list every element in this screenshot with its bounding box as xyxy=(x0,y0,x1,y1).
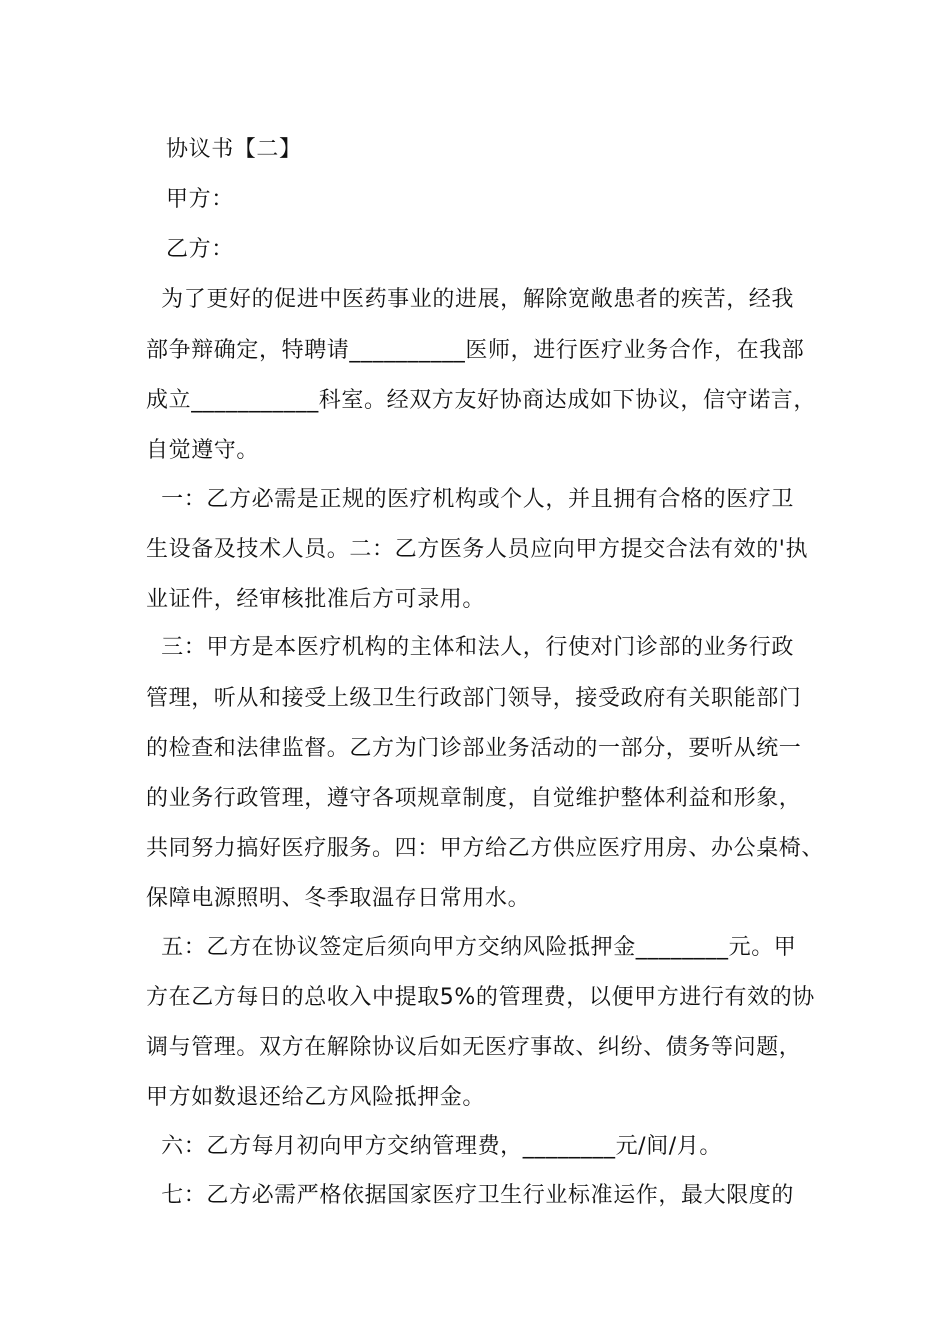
body-line-15: 方在乙方每日的总收入中提取5%的管理费，以便甲方进行有效的协 xyxy=(146,985,815,1010)
body-line-19: 七：乙方必需严格依据国家医疗卫生行业标准运作，最大限度的 xyxy=(146,1183,794,1208)
body-line-4: 自觉遵守。 xyxy=(146,438,260,463)
body-line-7: 业证件，经审核批准后方可录用。 xyxy=(146,587,486,612)
body-line-17: 甲方如数退还给乙方风险抵押金。 xyxy=(146,1085,486,1110)
body-line-10: 的检查和法律监督。乙方为门诊部业务活动的一部分，要听从统一 xyxy=(146,736,802,761)
body-line-1: 为了更好的促进中医药事业的进展，解除宽敞患者的疾苦，经我 xyxy=(146,287,794,312)
document-title: 协议书【二】 xyxy=(166,137,302,162)
body-line-2: 部争辩确定，特聘请__________医师，进行医疗业务合作，在我部 xyxy=(146,338,805,363)
body-line-6: 生设备及技术人员。二：乙方医务人员应向甲方提交合法有效的'执 xyxy=(146,537,809,562)
body-line-12: 共同努力搞好医疗服务。四：甲方给乙方供应医疗用房、办公桌椅、 xyxy=(146,836,825,861)
party-b-label: 乙方： xyxy=(166,237,234,262)
body-line-9: 管理，听从和接受上级卫生行政部门领导，接受政府有关职能部门 xyxy=(146,686,802,711)
party-a-label: 甲方： xyxy=(166,187,234,212)
body-line-8: 三：甲方是本医疗机构的主体和法人，行使对门诊部的业务行政 xyxy=(146,635,794,660)
body-line-18: 六：乙方每月初向甲方交纳管理费，________元/间/月。 xyxy=(146,1134,723,1159)
body-line-11: 的业务行政管理，遵守各项规章制度，自觉维护整体利益和形象， xyxy=(146,786,802,811)
body-line-5: 一：乙方必需是正规的医疗机构或个人，并且拥有合格的医疗卫 xyxy=(146,487,794,512)
body-line-3: 成立___________科室。经双方友好协商达成如下协议，信守诺言， xyxy=(146,388,817,413)
body-line-16: 调与管理。双方在解除协议后如无医疗事故、纠纷、债务等问题， xyxy=(146,1035,802,1060)
body-line-14: 五：乙方在协议签定后须向甲方交纳风险抵押金________元。甲 xyxy=(146,935,797,960)
body-line-13: 保障电源照明、冬季取温存日常用水。 xyxy=(146,886,531,911)
